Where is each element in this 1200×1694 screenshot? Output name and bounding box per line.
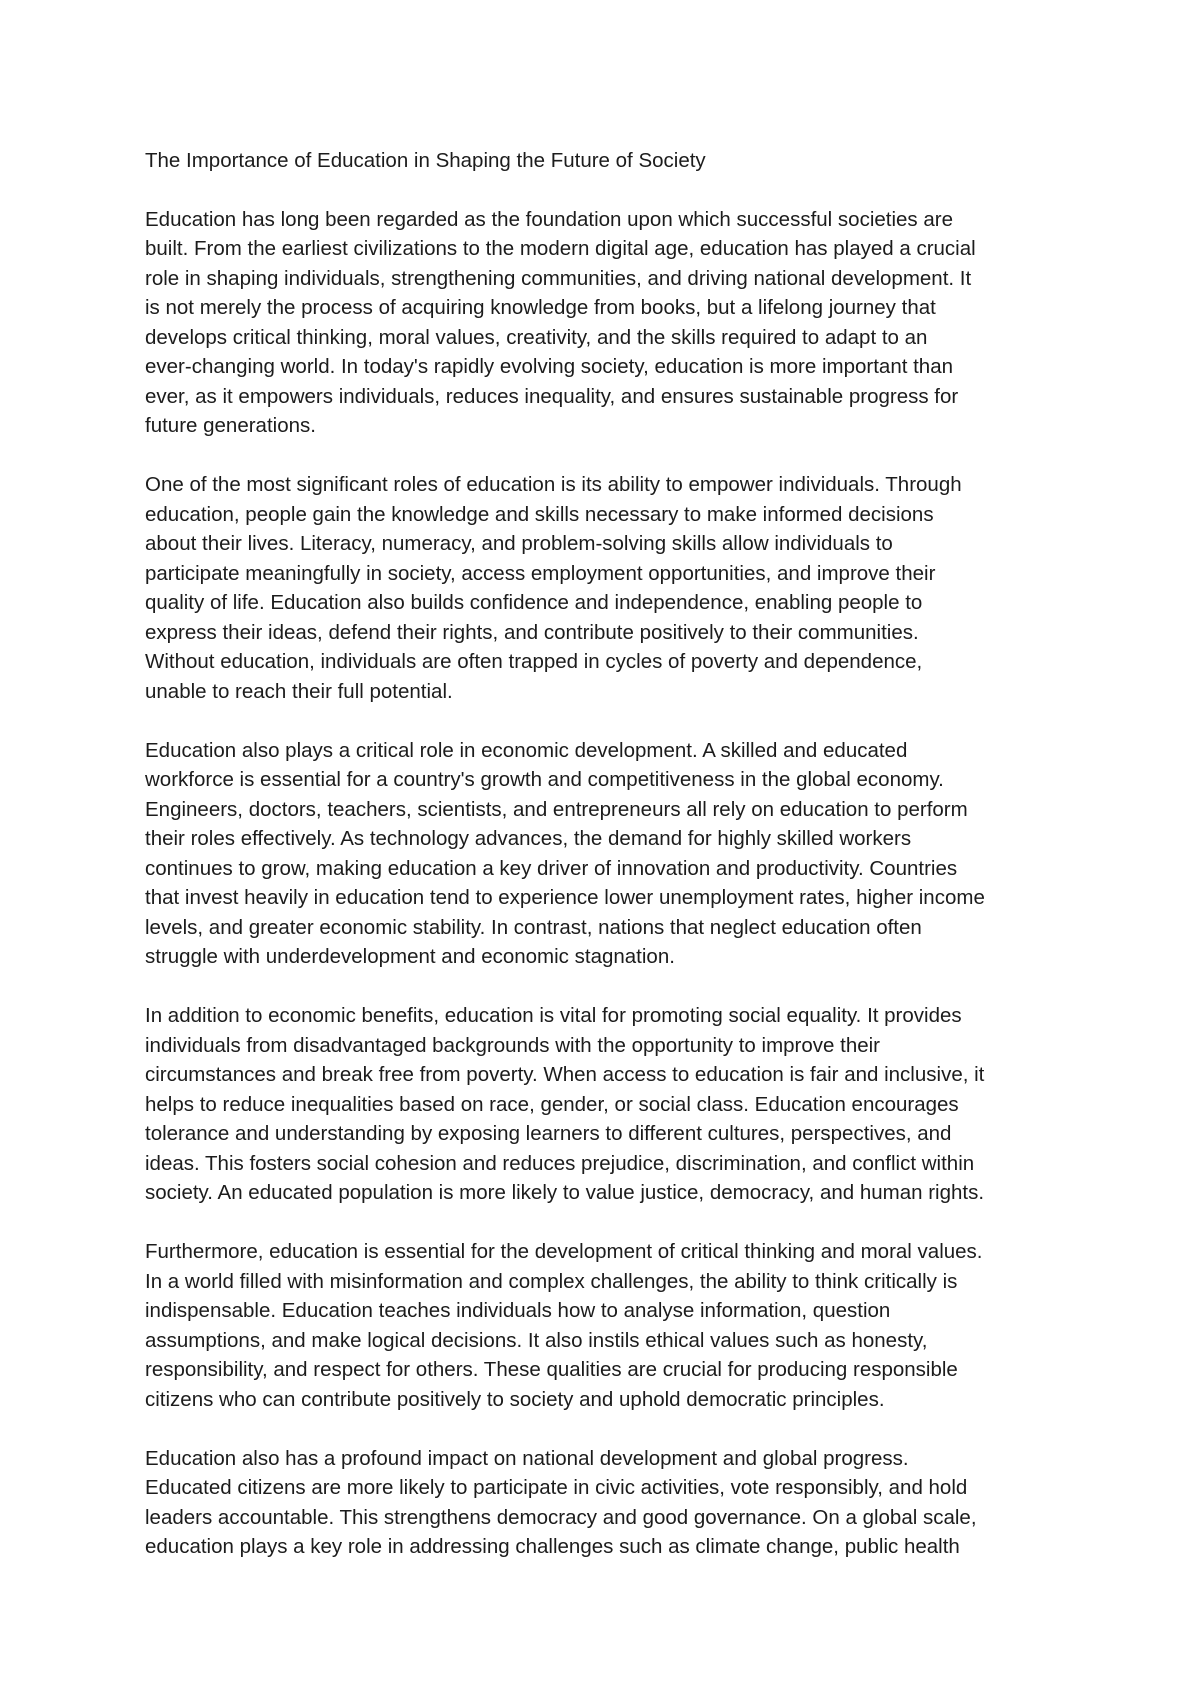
paragraph-line: express their ideas, defend their rights, and contribute positively to their communities. <box>145 620 919 644</box>
paragraph-line: education plays a key role in addressing challenges such as climate change, public health <box>145 1535 960 1558</box>
paragraph-line: leaders accountable. This strengthens democracy and good governance. On a global scale, <box>145 1505 977 1529</box>
paragraph-line: individuals from disadvantaged backgrounds with the opportunity to improve their <box>145 1033 880 1057</box>
paragraph-line: ideas. This fosters social cohesion and reduces prejudice, discrimination, and conflict within <box>145 1151 975 1175</box>
paragraph-line: struggle with underdevelopment and economic stagnation. <box>145 945 675 968</box>
paragraph-line: is not merely the process of acquiring knowledge from books, but a lifelong journey that <box>145 296 936 319</box>
paragraph-line: future generations. <box>145 414 316 437</box>
paragraph-line: role in shaping individuals, strengthening communities, and driving national development. It <box>145 266 972 290</box>
paragraph-line: unable to reach their full potential. <box>145 679 453 703</box>
paragraph-line: workforce is essential for a country's growth and competitiveness in the global economy. <box>145 768 944 791</box>
paragraph-line: about their lives. Literacy, numeracy, and problem-solving skills allow individuals to <box>145 532 893 555</box>
paragraph-line: circumstances and break free from poverty. When access to education is fair and inclusive, it <box>145 1063 985 1086</box>
paragraph-line: quality of life. Education also builds confidence and independence, enabling people to <box>145 591 923 614</box>
paragraph <box>145 736 1065 972</box>
paragraph-line: Furthermore, education is essential for the development of critical thinking and moral values. <box>145 1240 983 1263</box>
paragraph-line: ever, as it empowers individuals, reduces inequality, and ensures sustainable progress for <box>145 384 959 408</box>
paragraph-line: responsibility, and respect for others. These qualities are crucial for producing responsible <box>145 1358 958 1381</box>
paragraph-line: continues to grow, making education a key driver of innovation and productivity. Countries <box>145 856 958 880</box>
document-page <box>145 146 1065 1591</box>
paragraph <box>145 1237 1065 1414</box>
paragraph-line: One of the most significant roles of education is its ability to empower individuals. Through <box>145 473 962 496</box>
paragraph-line: their roles effectively. As technology advances, the demand for highly skilled workers <box>145 827 912 850</box>
paragraph-line: education, people gain the knowledge and skills necessary to make informed decisions <box>145 502 934 526</box>
paragraph-line: Without education, individuals are often trapped in cycles of poverty and dependence, <box>145 650 923 673</box>
paragraph-line: In a world filled with misinformation and complex challenges, the ability to think critically is <box>145 1269 958 1293</box>
paragraph-line: participate meaningfully in society, access employment opportunities, and improve their <box>145 561 936 585</box>
paragraph-line: Education also plays a critical role in economic development. A skilled and educated <box>145 738 908 762</box>
paragraph <box>145 205 1065 441</box>
paragraph-line: levels, and greater economic stability. In contrast, nations that neglect education often <box>145 915 922 939</box>
document-title: The Importance of Education in Shaping the Future of Society <box>145 149 706 172</box>
paragraph-line: tolerance and understanding by exposing learners to different cultures, perspectives, and <box>145 1122 952 1145</box>
paragraph-line: assumptions, and make logical decisions. It also instils ethical values such as honesty, <box>145 1328 928 1352</box>
paragraph-line: ever-changing world. In today's rapidly evolving society, education is more important than <box>145 355 954 378</box>
paragraph-line: society. An educated population is more likely to value justice, democracy, and human rights. <box>145 1181 985 1204</box>
paragraph <box>145 1001 1065 1208</box>
paragraph-line: helps to reduce inequalities based on race, gender, or social class. Education encourages <box>145 1092 959 1116</box>
paragraph-line: citizens who can contribute positively to society and uphold democratic principles. <box>145 1387 885 1411</box>
paragraph-line: that invest heavily in education tend to experience lower unemployment rates, higher income <box>145 886 985 909</box>
paragraph-line: develops critical thinking, moral values, creativity, and the skills required to adapt to an <box>145 325 928 349</box>
paragraph-line: In addition to economic benefits, education is vital for promoting social equality. It provides <box>145 1004 962 1027</box>
paragraph-line: built. From the earliest civilizations to the modern digital age, education has played a crucial <box>145 237 976 260</box>
paragraph <box>145 1444 1065 1562</box>
document-body <box>145 205 1065 1562</box>
paragraph-line: Engineers, doctors, teachers, scientists, and entrepreneurs all rely on education to perform <box>145 797 968 821</box>
paragraph-line: Education also has a profound impact on national development and global progress. <box>145 1446 909 1470</box>
paragraph <box>145 470 1065 706</box>
paragraph-line: indispensable. Education teaches individuals how to analyse information, question <box>145 1299 891 1322</box>
paragraph-line: Education has long been regarded as the foundation upon which successful societies are <box>145 207 954 231</box>
paragraph-line: Educated citizens are more likely to participate in civic activities, vote responsibly, and hold <box>145 1476 968 1499</box>
